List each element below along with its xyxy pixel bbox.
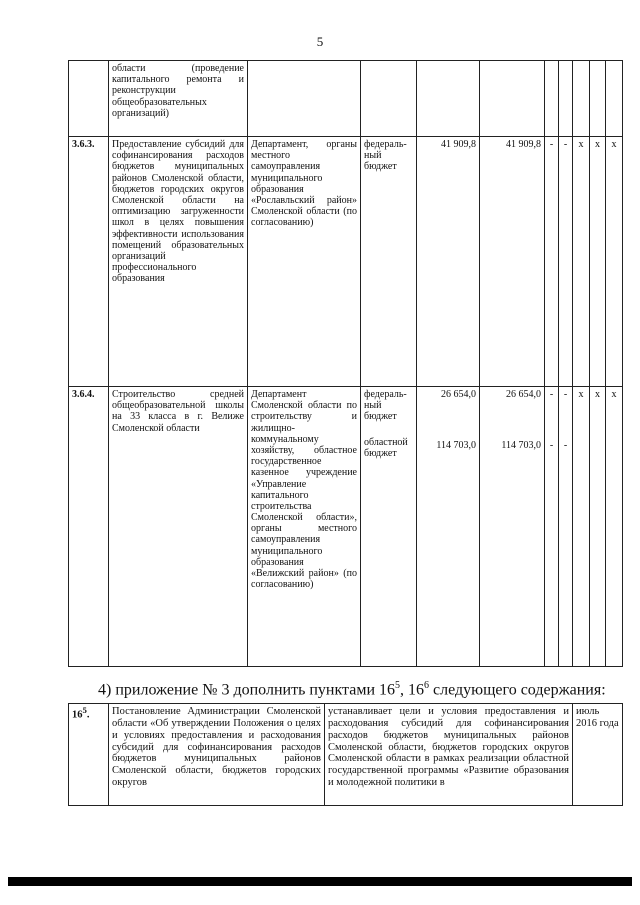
funding-source: федераль-ный бюджет [361, 137, 417, 387]
cell-c4: x [590, 387, 606, 667]
table-row [69, 387, 623, 667]
page-number: 5 [316, 34, 324, 49]
total-federal: 26 654,0 [441, 389, 476, 400]
activity-name: Предоставление субсидий для софинансирования расходов бюджетов муниципальных районов Смоленской области, бюджетов городских округов Смоленской области на оптимизацию загруженности школ в целях повышения эффективности использования помещений образовательных организаций профессионального образования [109, 137, 248, 387]
total-regional: 114 703,0 [436, 440, 476, 452]
section-heading: 4) приложение № 3 дополнить пунктами $16^5$, $16^6$ следующего содержания: [98, 680, 606, 699]
appendix-table [68, 703, 623, 806]
total-amount: 41 909,8 [417, 137, 480, 387]
year1-amount [480, 387, 545, 667]
cell-c2: - [559, 137, 573, 387]
cell-c3 [573, 61, 590, 137]
executor [248, 61, 361, 137]
cell-c1 [545, 61, 559, 137]
cell-c5: x [606, 387, 623, 667]
cell-c1: - [545, 137, 559, 387]
row-number: 3.6.3. [69, 137, 109, 387]
table-row [69, 61, 623, 137]
adoption-date: июль 2016 года [573, 704, 623, 806]
funding-source-regional: областной бюджет [364, 436, 408, 459]
activity-name: области (проведение капитального ремонта и реконструкции общеобразовательных организаций) [109, 61, 248, 137]
row-number [69, 61, 109, 137]
cell-c2 [559, 387, 573, 667]
cell-c5 [606, 61, 623, 137]
cell-c1 [545, 387, 559, 667]
year1-amount [480, 61, 545, 137]
funding-source [361, 61, 417, 137]
cell-c4 [590, 61, 606, 137]
cell-c1-regional: - [549, 440, 554, 452]
funding-source [361, 387, 417, 667]
funding-source-federal: федераль-ный бюджет [364, 389, 407, 423]
program-table [68, 60, 623, 667]
item-number: $16^5$. [69, 704, 109, 806]
cell-c2-regional: - [563, 440, 568, 452]
cell-c1-federal: - [549, 389, 554, 400]
year1-regional: 114 703,0 [501, 440, 541, 452]
cell-c5: x [606, 137, 623, 387]
scan-edge-bar [8, 877, 632, 886]
year1-amount: 41 909,8 [480, 137, 545, 387]
cell-c2-federal: - [563, 389, 568, 400]
row-number: 3.6.4. [69, 387, 109, 667]
table-row [69, 137, 623, 387]
executor: Департамент Смоленской области по строительству и жилищно-коммунальному хозяйству, областное государственное казенное учреждение «Управление капитального строительства Смоленской области», органы местного самоуправления муниципального образования «Велижский район» (по согласованию) [248, 387, 361, 667]
activity-name: Строительство средней общеобразовательной школы на 33 класса в г. Велиже Смоленской области [109, 387, 248, 667]
cell-c4: x [590, 137, 606, 387]
document-name: Постановление Администрации Смоленской области «Об утверждении Положения о целях и условиях предоставления и расходования субсидий для софинансирования расходов бюджетов муниципальных районов Смоленской области, бюджетов городских округов [109, 704, 325, 806]
document-description: устанавливает цели и условия предоставления и расходования субсидий для софинансирования расходов бюджетов муниципальных районов Смоленской области, бюджетов городских округов Смоленской области в рамках реализации областной государственной программы «Развитие образования и молодежной политики в [325, 704, 573, 806]
year1-federal: 26 654,0 [506, 389, 541, 400]
executor: Департамент, органы местного самоуправления муниципального образования «Рославльский район» Смоленской области (по согласованию) [248, 137, 361, 387]
cell-c2 [559, 61, 573, 137]
total-amount [417, 387, 480, 667]
cell-c3: x [573, 387, 590, 667]
cell-c3: x [573, 137, 590, 387]
table-row [69, 704, 623, 806]
total-amount [417, 61, 480, 137]
